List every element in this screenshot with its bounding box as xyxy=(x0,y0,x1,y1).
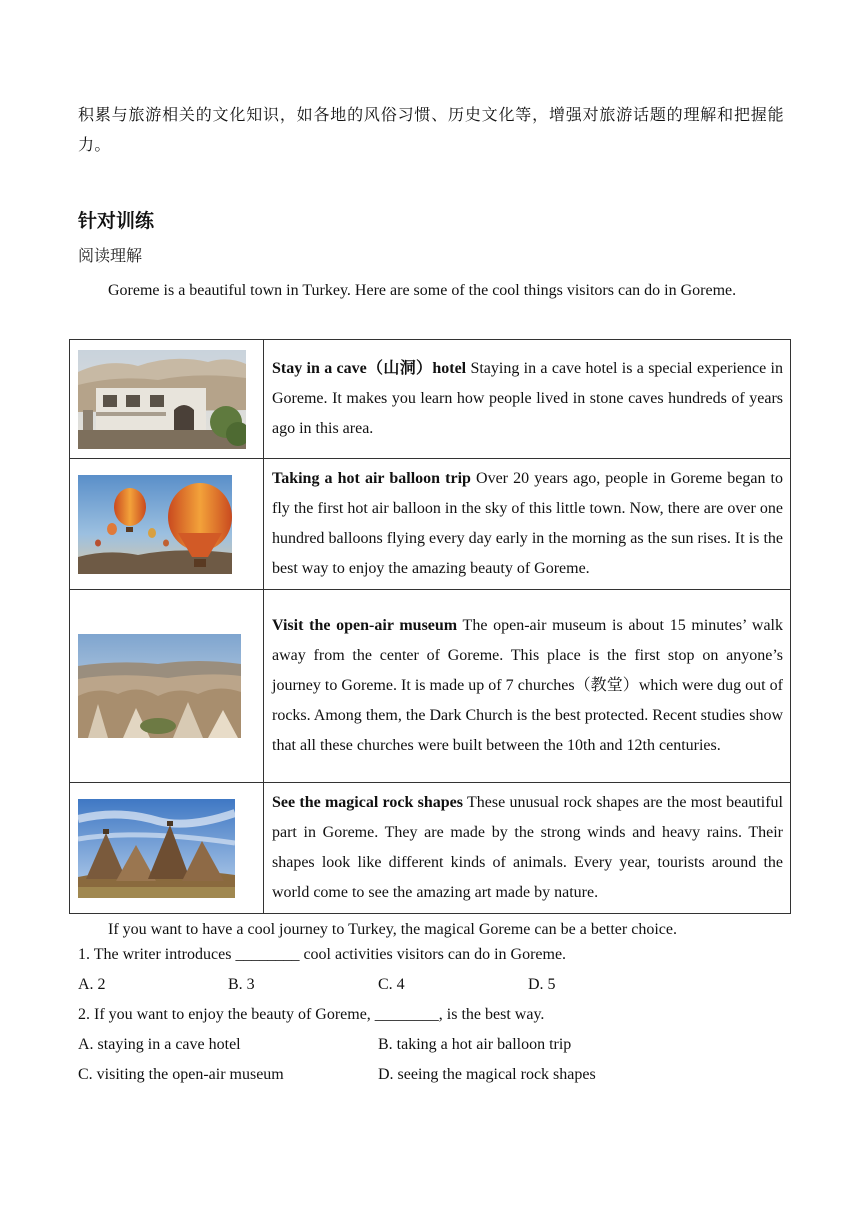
question-2-option-a: A. staying in a cave hotel xyxy=(78,1036,241,1053)
table-row xyxy=(70,340,791,459)
subsection-title: 阅读理解 xyxy=(78,246,143,265)
hot-air-balloon-photo xyxy=(78,475,232,574)
rock-formations-photo xyxy=(78,799,235,898)
image-cell xyxy=(70,459,264,590)
activity-title: Taking a hot air balloon trip xyxy=(272,470,471,487)
activity-description xyxy=(264,340,791,459)
table-row xyxy=(70,783,791,914)
question-1-option-b: B. 3 xyxy=(228,976,255,993)
passage-lead: Goreme is a beautiful town in Turkey. Here are some of the cool things visitors can do in Goreme. xyxy=(108,282,737,299)
image-cell xyxy=(70,783,264,914)
table-row xyxy=(70,459,791,590)
activity-text: Staying in a cave hotel is a special experience in Goreme. It makes you learn how people lived in stone caves hundreds of years ago in this area. xyxy=(272,360,783,437)
valley-landscape-photo xyxy=(78,634,241,738)
activity-text: Over 20 years ago, people in Goreme began to fly the first hot air balloon in the sky of this little town. Now, there are over one hundred balloons flying every day early in the morning as the sun rises. It is the best way to enjoy the amazing beauty of Goreme. xyxy=(272,470,783,577)
question-2-option-d: D. seeing the magical rock shapes xyxy=(378,1066,596,1083)
activity-description xyxy=(264,590,791,783)
activity-description xyxy=(264,459,791,590)
question-1-option-c: C. 4 xyxy=(378,976,405,993)
question-2-stem: 2. If you want to enjoy the beauty of Goreme, ________, is the best way. xyxy=(78,1006,545,1023)
activity-text: The open-air museum is about 15 minutes’ walk away from the center of Goreme. This place is the first stop on anyone’s journey to Goreme. It is made up of 7 churches（教堂）which were dug out of rocks. Among them, the Dark Church is the best protected. Recent studies show that all these churches were built between the 10th and 12th centuries. xyxy=(272,617,784,754)
question-1-option-a: A. 2 xyxy=(78,976,106,993)
activity-title: See the magical rock shapes xyxy=(272,794,463,811)
question-1-stem: 1. The writer introduces ________ cool activities visitors can do in Goreme. xyxy=(78,946,567,963)
section-title: 针对训练 xyxy=(78,210,155,232)
image-cell xyxy=(70,340,264,459)
question-1-option-d: D. 5 xyxy=(528,976,556,993)
activity-title: Stay in a cave（山洞）hotel xyxy=(272,360,467,377)
activities-table xyxy=(69,339,791,914)
activity-text: These unusual rock shapes are the most beautiful part in Goreme. They are made by the strong winds and heavy rains. Their shapes look like different kinds of animals. Every year, tourists around the world come to see the amazing art made by nature. xyxy=(272,794,783,901)
table-row xyxy=(70,590,791,783)
passage-closing: If you want to have a cool journey to Turkey, the magical Goreme can be a better choice. xyxy=(108,921,677,938)
cave-hotel-photo xyxy=(78,350,246,449)
intro-paragraph: 积累与旅游相关的文化知识，如各地的风俗习惯、历史文化等，增强对旅游话题的理解和把握能力。 xyxy=(78,105,784,154)
question-2-option-c: C. visiting the open-air museum xyxy=(78,1066,284,1083)
question-2-option-b: B. taking a hot air balloon trip xyxy=(378,1036,572,1053)
image-cell xyxy=(70,590,264,783)
activity-description xyxy=(264,783,791,914)
activity-title: Visit the open-air museum xyxy=(272,617,458,634)
